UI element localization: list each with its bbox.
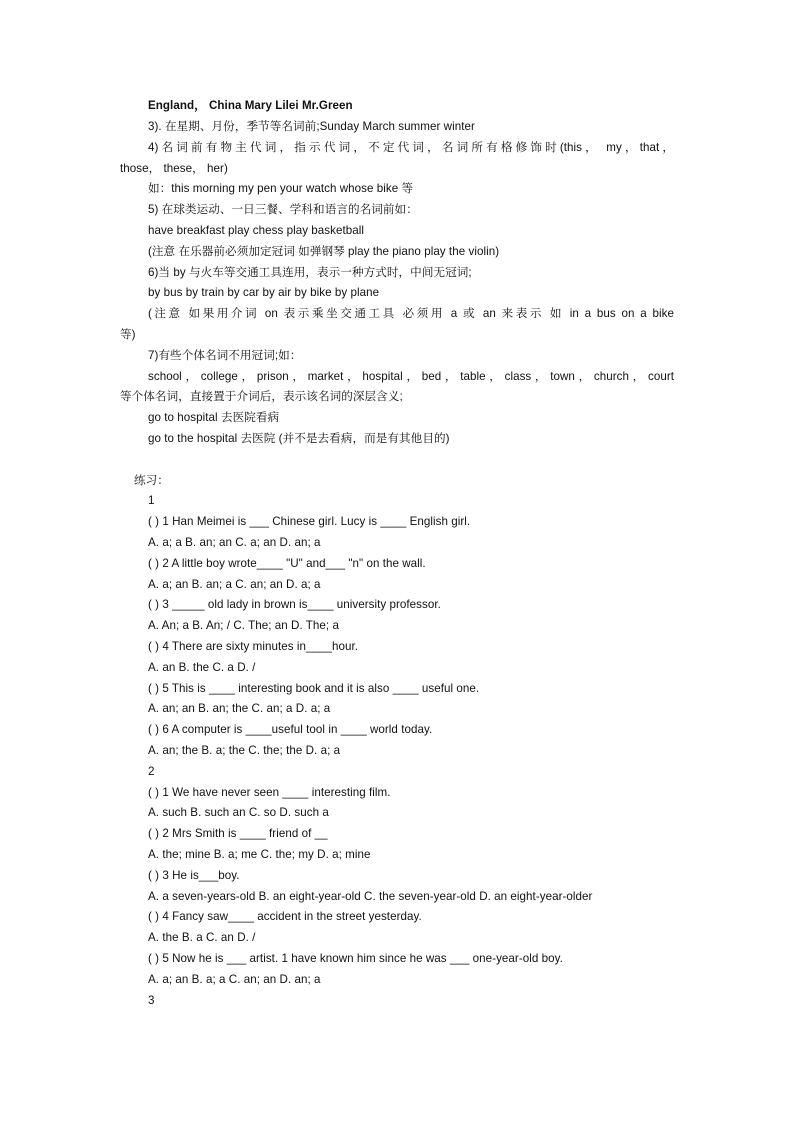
rule-6-note-line-2: 等) — [120, 328, 136, 341]
answer-options: A. a; an B. a; a C. an; an D. an; a — [148, 973, 321, 986]
answer-options: A. a; an B. an; a C. an; an D. a; a — [148, 578, 321, 591]
answer-options: A. a; a B. an; an C. a; an D. an; a — [148, 536, 321, 549]
question: ( ) 3 _____ old lady in brown is____ university professor. — [148, 598, 441, 611]
rule-7-nouns-line-2: 等个体名词，直接置于介词后，表示该名词的深层含义; — [120, 390, 403, 403]
rule-3: 3). 在星期、月份，季节等名词前;Sunday March summer winter — [148, 120, 475, 133]
rule-7-example-1: go to hospital 去医院看病 — [148, 411, 280, 424]
section-number: 2 — [148, 765, 155, 778]
rule-5-example: have breakfast play chess play basketball — [148, 224, 365, 237]
question: ( ) 1 Han Meimei is ___ Chinese girl. Lucy is ____ English girl. — [148, 515, 471, 528]
rule-7-nouns-line-1: school，college，prison，market，hospital，bed，table，class，town，church，court — [148, 370, 674, 383]
question: ( ) 6 A computer is ____useful tool in ____ world today. — [148, 723, 433, 736]
question: ( ) 4 There are sixty minutes in____hour. — [148, 640, 358, 653]
answer-options: A. an; an B. an; the C. an; a D. a; a — [148, 702, 331, 715]
question: ( ) 3 He is___boy. — [148, 869, 240, 882]
answer-options: A. An; a B. An; / C. The; an D. The; a — [148, 619, 339, 632]
rule-7-example-2: go to the hospital 去医院 (并不是去看病，而是有其他目的) — [148, 432, 450, 445]
question: ( ) 1 We have never seen ____ interesting film. — [148, 786, 391, 799]
answer-options: A. such B. such an C. so D. such a — [148, 806, 329, 819]
answer-options: A. a seven-years-old B. an eight-year-old C. the seven-year-old D. an eight-year-older — [148, 890, 593, 903]
rule-4-line-1: 4)名词前有物主代词，指示代词，不定代词，名词所有格修饰时(this， my，that， — [148, 141, 674, 154]
question: ( ) 2 Mrs Smith is ____ friend of __ — [148, 827, 328, 840]
answer-options: A. an; the B. a; the C. the; the D. a; a — [148, 744, 341, 757]
section-number: 1 — [148, 494, 155, 507]
rule-6-example: by bus by train by car by air by bike by plane — [148, 286, 380, 299]
rule-4-example: 如：this morning my pen your watch whose bike 等 — [148, 182, 414, 195]
rule-6: 6)当 by 与火车等交通工具连用，表示一种方式时，中间无冠词; — [148, 266, 472, 279]
rule-7: 7)有些个体名词不用冠词;如： — [148, 349, 302, 362]
rule-4-line-2: those， these， her) — [120, 162, 228, 175]
answer-options: A. the B. a C. an D. / — [148, 931, 256, 944]
rule-6-note-line-1: (注意 如果用介词 on 表示乘坐交通工具 必须用 a 或 an 来表示 如 in a bus on a bike — [148, 307, 674, 320]
rule-5-note: (注意 在乐器前必须加定冠词 如弹钢琴 play the piano play the violin) — [148, 245, 500, 258]
answer-options: A. an B. the C. a D. / — [148, 661, 256, 674]
rule-5: 5) 在球类运动、一日三餐、学科和语言的名词前如： — [148, 203, 418, 216]
question: ( ) 5 Now he is ___ artist. 1 have known him since he was ___ one-year-old boy. — [148, 952, 563, 965]
proper-nouns-line: England， China Mary Lilei Mr.Green — [148, 99, 353, 112]
question: ( ) 2 A little boy wrote____ "U" and___ "n" on the wall. — [148, 557, 426, 570]
exercise-heading: 练习： — [134, 474, 169, 487]
question: ( ) 4 Fancy saw____ accident in the street yesterday. — [148, 910, 422, 923]
section-number: 3 — [148, 994, 155, 1007]
question: ( ) 5 This is ____ interesting book and it is also ____ useful one. — [148, 682, 480, 695]
answer-options: A. the; mine B. a; me C. the; my D. a; mine — [148, 848, 371, 861]
